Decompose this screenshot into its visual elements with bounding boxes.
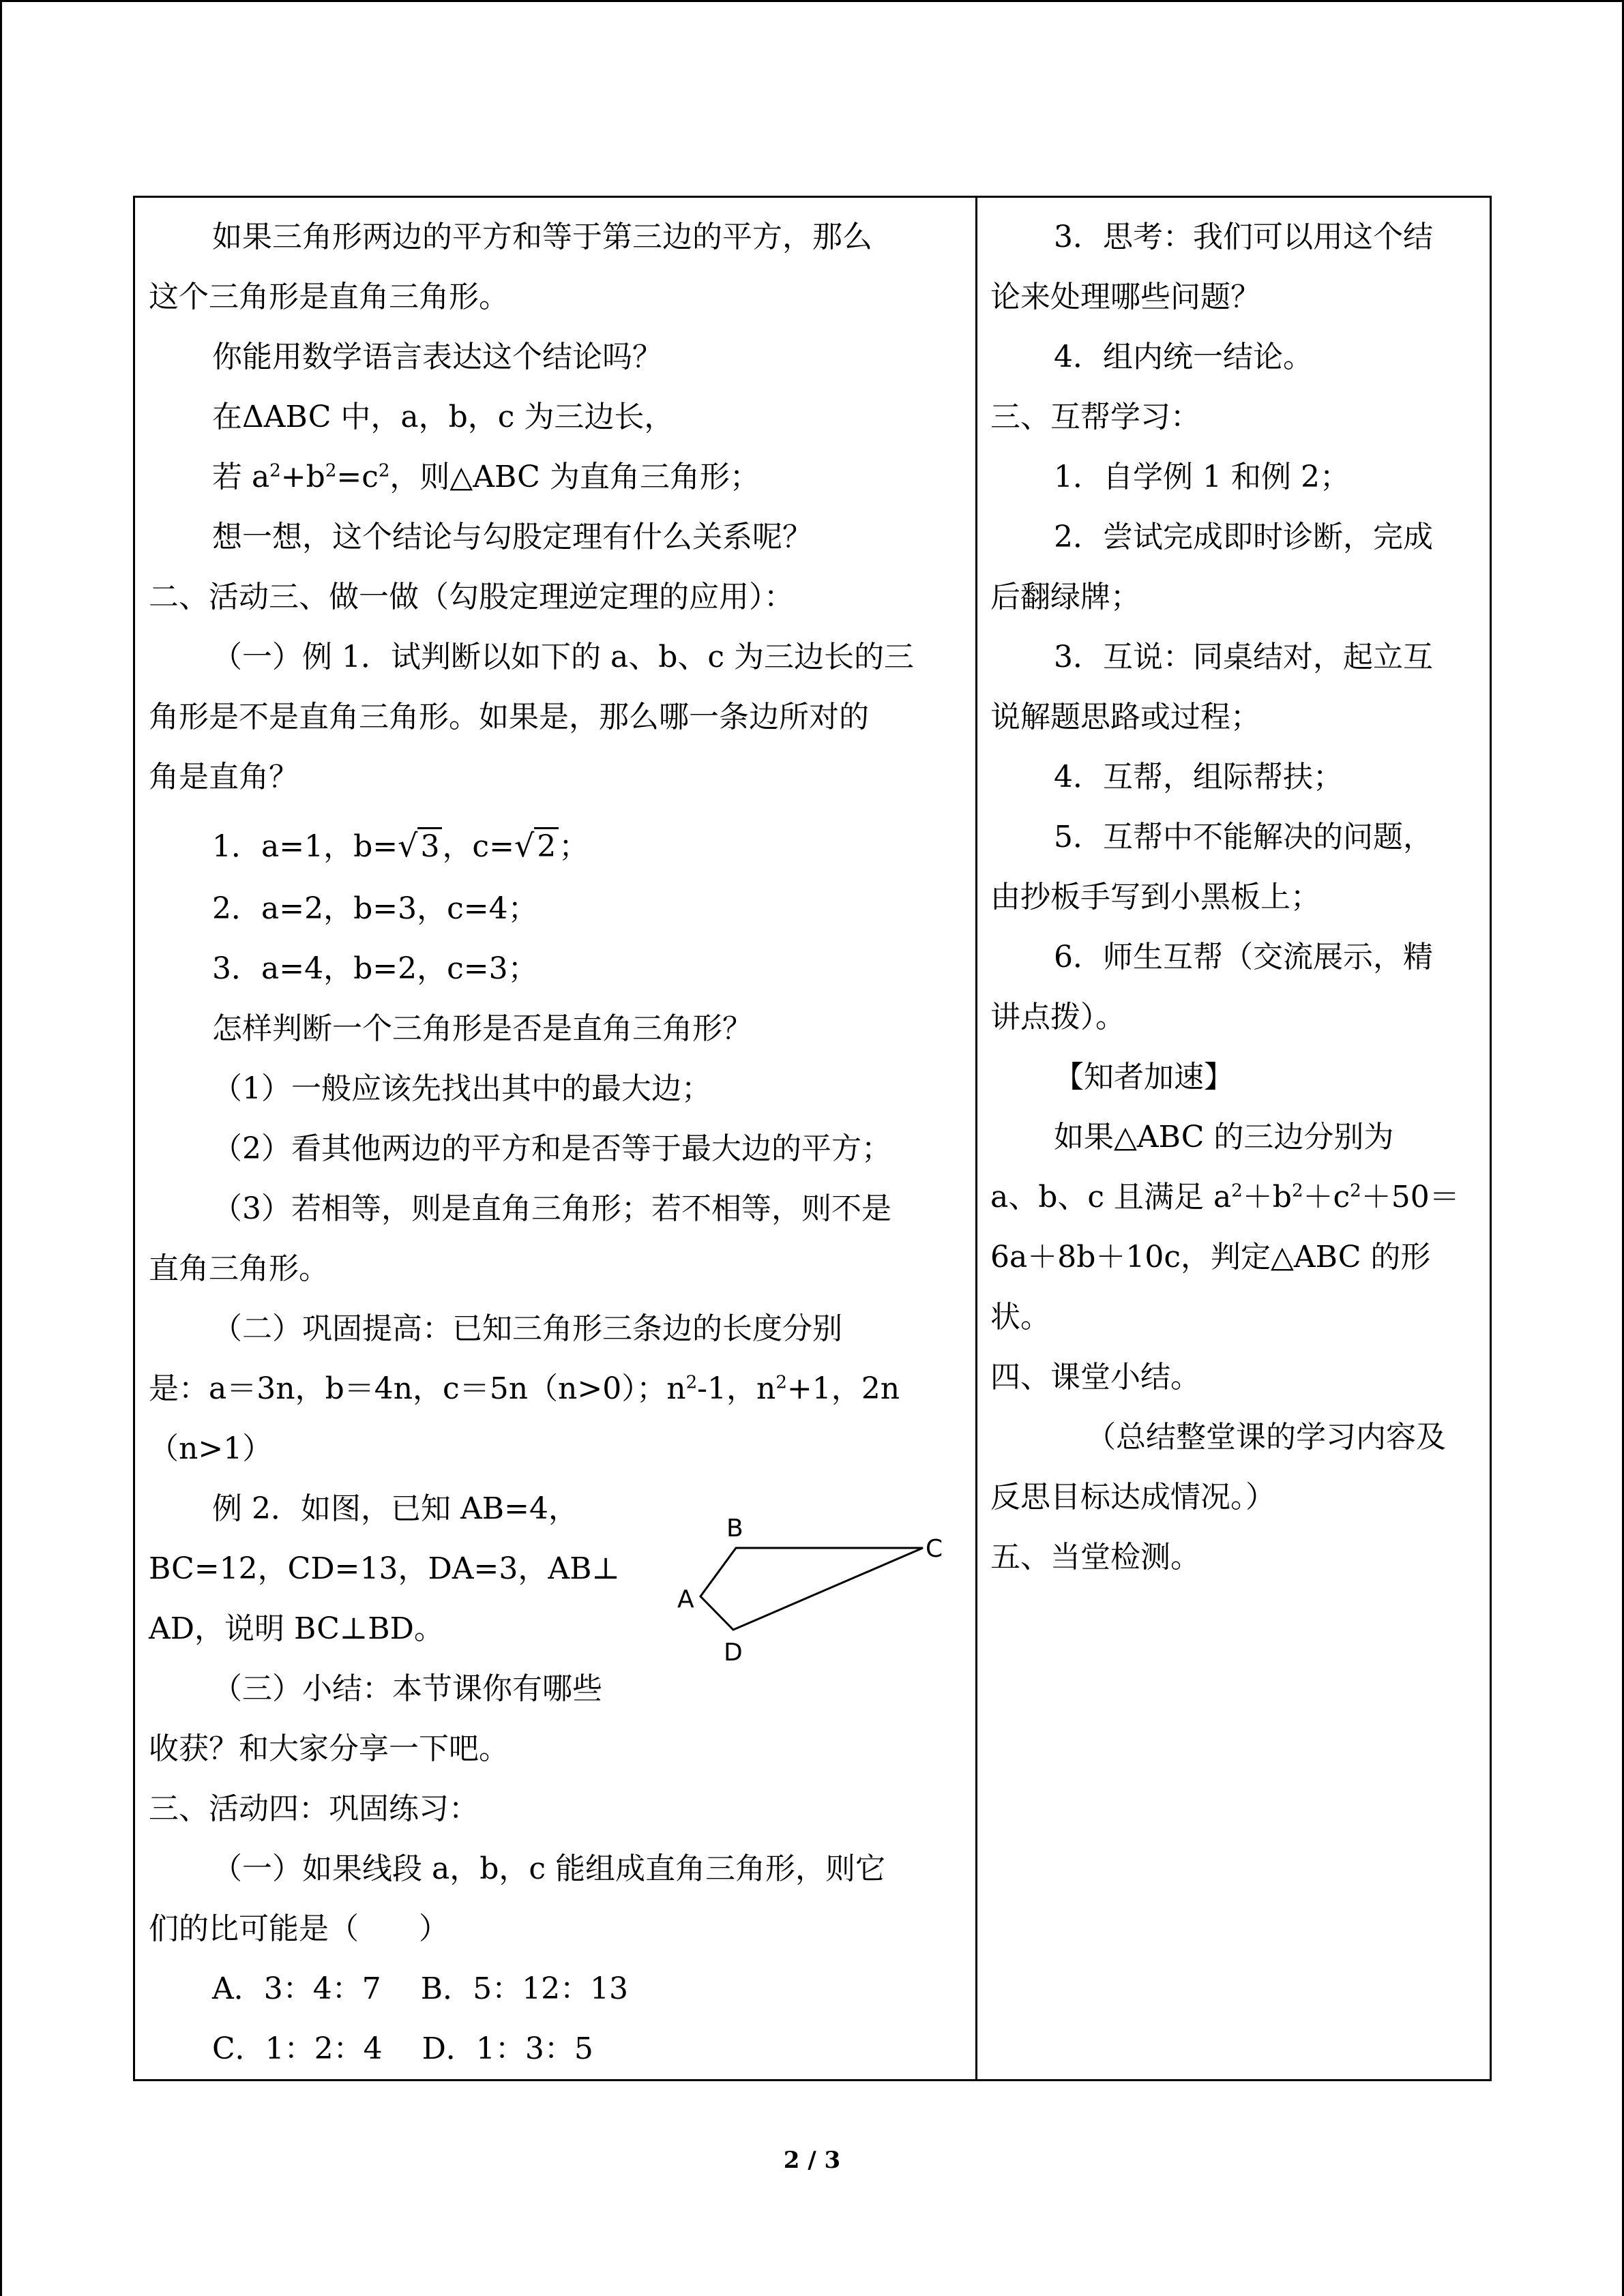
superscript: 2 <box>776 1372 787 1393</box>
formula-text: +1，2n <box>786 1371 900 1406</box>
paragraph-line: 2．a=2，b=3，c=4； <box>212 891 538 926</box>
formula-text: ，c= <box>442 829 514 864</box>
sqrt-radicand: 3 <box>417 827 442 864</box>
paragraph-line: 6a＋8b＋10c，判定△ABC 的形 <box>990 1240 1431 1274</box>
paragraph-line: （2）看其他两边的平方和是否等于最大边的平方； <box>212 1131 891 1166</box>
paragraph-line: 5．互帮中不能解决的问题， <box>1054 820 1433 854</box>
paragraph-line: （二）巩固提高：已知三角形三条边的长度分别 <box>212 1311 842 1346</box>
page-top-border <box>0 0 1624 2</box>
formula-text: ＋50＝ <box>1361 1180 1460 1214</box>
formula-text: 1．a=1，b= <box>212 829 398 864</box>
paragraph-line: 4．互帮，组际帮扶； <box>1054 760 1343 794</box>
paragraph-line: 如果△ABC 的三边分别为 <box>1054 1120 1394 1154</box>
formula-text: ； <box>559 829 589 864</box>
paragraph-line: （三）小结：本节课你有哪些 <box>212 1671 602 1706</box>
paragraph-line: 4．组内统一结论。 <box>1054 340 1313 374</box>
paragraph-line: AD，说明 BC⊥BD。 <box>149 1611 444 1646</box>
paragraph-line: 6．师生互帮（交流展示，精 <box>1054 940 1433 974</box>
subsection-title: 【知者加速】 <box>1054 1060 1234 1094</box>
paragraph-line: 这个三角形是直角三角形。 <box>149 280 509 314</box>
paragraph-line: 在ΔABC 中，a，b，c 为三边长， <box>212 400 675 434</box>
figure-shape <box>700 1548 923 1630</box>
paragraph-line: 例 2．如图，已知 AB=4， <box>212 1491 578 1526</box>
paragraph-line: 说解题思路或过程； <box>990 700 1260 734</box>
formula-text: a、b、c 且满足 a <box>990 1180 1232 1214</box>
paragraph-line: 角形是不是直角三角形。如果是，那么哪一条边所对的 <box>149 700 869 734</box>
paragraph-line: 你能用数学语言表达这个结论吗？ <box>212 340 662 374</box>
superscript: 2 <box>1231 1180 1243 1202</box>
paragraph-line: 3．思考：我们可以用这个结 <box>1054 220 1433 254</box>
paragraph-line: 想一想，这个结论与勾股定理有什么关系呢？ <box>212 520 812 554</box>
paragraph-line: （一）如果线段 a，b，c 能组成直角三角形，则它 <box>212 1851 886 1886</box>
superscript: 2 <box>1350 1180 1361 1202</box>
figure-label-d: D <box>724 1639 743 1667</box>
page-left-border <box>0 0 2 2296</box>
figure-label-c: C <box>926 1535 943 1563</box>
sqrt-expression: √2 <box>514 825 559 867</box>
paragraph-line: （n>1） <box>149 1431 273 1466</box>
figure-label-a: A <box>677 1585 694 1613</box>
sqrt-expression: √3 <box>398 825 442 867</box>
section-heading: 三、互帮学习： <box>990 400 1200 434</box>
paragraph-line: 论来处理哪些问题？ <box>990 280 1260 314</box>
page-number: 2 / 3 <box>783 2147 841 2174</box>
column-divider <box>975 196 977 2081</box>
section-heading: 三、活动四：巩固练习： <box>149 1791 479 1826</box>
section-heading: 二、活动三、做一做（勾股定理逆定理的应用）： <box>149 580 794 614</box>
paragraph-line: 1．自学例 1 和例 2； <box>1054 460 1350 494</box>
paragraph-line: 们的比可能是（ ） <box>149 1911 449 1946</box>
paragraph-line: （总结整堂课的学习内容及 <box>1086 1420 1446 1455</box>
formula-text: =c <box>336 460 379 494</box>
sqrt-radicand: 2 <box>534 827 559 864</box>
formula-text: ，则△ABC 为直角三角形； <box>389 460 760 494</box>
formula-line <box>149 825 589 867</box>
paragraph-line: 如果三角形两边的平方和等于第三边的平方，那么 <box>212 220 872 254</box>
paragraph-line: 3．互说：同桌结对，起立互 <box>1054 640 1433 674</box>
paragraph-line: 状。 <box>990 1300 1050 1335</box>
paragraph-line: 3．a=4，b=2，c=3； <box>212 951 538 986</box>
paragraph-line: （一）例 1．试判断以如下的 a、b、c 为三边长的三 <box>212 640 914 674</box>
section-heading: 五、当堂检测。 <box>990 1540 1200 1575</box>
paragraph-line: 角是直角？ <box>149 760 299 794</box>
formula-text: 是：a＝3n，b＝4n，c＝5n（n>0）；n <box>149 1371 686 1406</box>
formula-line <box>149 1369 900 1410</box>
paragraph-line: 怎样判断一个三角形是否是直角三角形？ <box>212 1011 752 1046</box>
quadrilateral-figure <box>672 1510 958 1681</box>
paragraph-line: （3）若相等，则是直角三角形；若不相等，则不是 <box>212 1191 891 1226</box>
paragraph-line: 由抄板手写到小黑板上； <box>990 880 1320 914</box>
superscript: 2 <box>325 460 337 481</box>
superscript: 2 <box>685 1372 698 1393</box>
paragraph-line: （1）一般应该先找出其中的最大边； <box>212 1071 711 1106</box>
superscript: 2 <box>378 460 390 481</box>
formula-text: ＋b <box>1242 1180 1292 1214</box>
section-heading: 四、课堂小结。 <box>990 1360 1200 1395</box>
formula-text: 若 a <box>212 460 270 494</box>
paragraph-line: 后翻绿牌； <box>990 580 1140 614</box>
paragraph-line: 反思目标达成情况。） <box>990 1480 1275 1515</box>
superscript: 2 <box>1291 1180 1303 1202</box>
figure-label-b: B <box>726 1515 743 1542</box>
formula-line <box>149 457 760 498</box>
paragraph-line: 讲点拨）。 <box>990 1000 1125 1034</box>
paragraph-line: 2．尝试完成即时诊断，完成 <box>1054 520 1433 554</box>
paragraph-line: 收获？和大家分享一下吧。 <box>149 1731 509 1766</box>
formula-text: +b <box>280 460 325 494</box>
formula-text: -1，n <box>697 1371 776 1406</box>
paragraph-line: 直角三角形。 <box>149 1251 329 1286</box>
superscript: 2 <box>269 460 281 481</box>
option-line: C．1：2：4 D．1：3：5 <box>212 2031 593 2066</box>
paragraph-line: BC=12，CD=13，DA=3，AB⊥ <box>149 1551 620 1586</box>
option-line: A．3：4：7 B．5：12：13 <box>212 1971 629 2006</box>
formula-text: ＋c <box>1303 1180 1350 1214</box>
formula-line <box>990 1177 1460 1218</box>
